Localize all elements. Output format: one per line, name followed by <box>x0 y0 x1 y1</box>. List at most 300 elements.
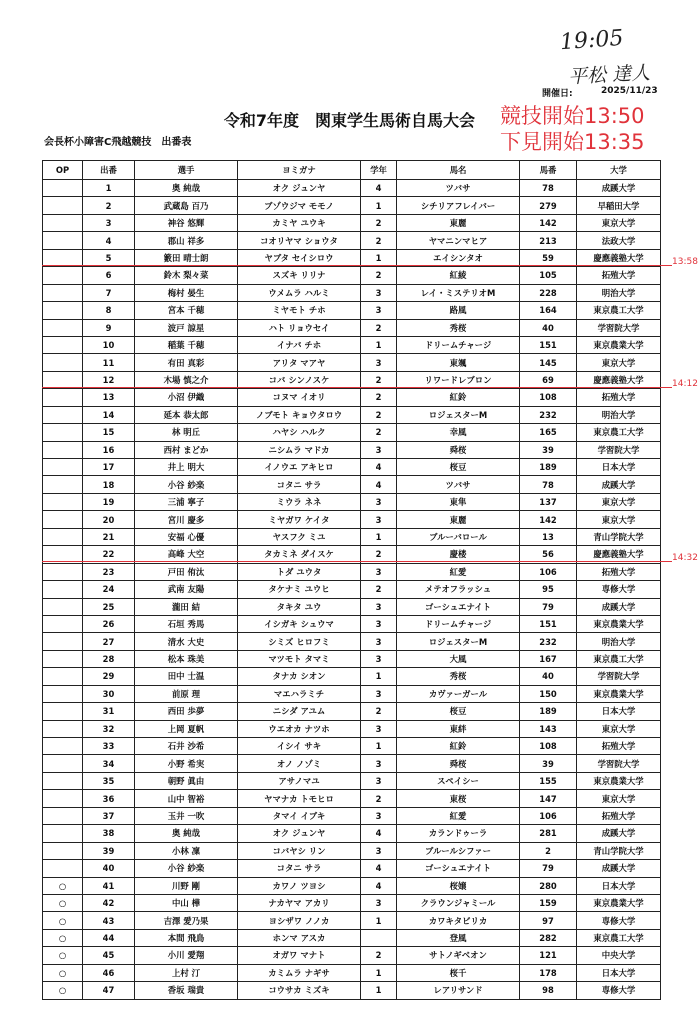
cell-university: 青山学院大学 <box>577 528 661 545</box>
cell-grade: 3 <box>361 441 397 458</box>
cell-rider: 有田 真彩 <box>135 354 238 371</box>
cell-reading: カミムラ ナギサ <box>238 964 361 981</box>
cell-rider: 小谷 紗楽 <box>135 860 238 877</box>
cell-grade: 3 <box>361 493 397 510</box>
cell-order: 26 <box>83 615 135 632</box>
cell-reading: ヤスフク ミユ <box>238 528 361 545</box>
cell-horse: レイ・ミステリオM <box>397 284 520 301</box>
cell-horse-number: 108 <box>520 738 577 755</box>
cell-university: 明治大学 <box>577 284 661 301</box>
cell-reading: ヤマナカ トモヒロ <box>238 790 361 807</box>
cell-op <box>43 528 83 545</box>
table-header-row <box>43 161 661 180</box>
cell-horse-number: 167 <box>520 650 577 667</box>
cell-reading: タマイ イブキ <box>238 807 361 824</box>
cell-horse-number: 69 <box>520 371 577 388</box>
cell-op <box>43 284 83 301</box>
cell-university: 東京農工大学 <box>577 424 661 441</box>
cell-horse: 東颯 <box>397 354 520 371</box>
cell-rider: 郡山 祥多 <box>135 232 238 249</box>
cell-horse: 東麗 <box>397 214 520 231</box>
cell-rider: 小林 凜 <box>135 842 238 859</box>
break-line <box>42 265 672 266</box>
cell-grade: 2 <box>361 267 397 284</box>
cell-horse: カランドゥーラ <box>397 825 520 842</box>
cell-reading: イナバ チホ <box>238 336 361 353</box>
cell-op <box>43 493 83 510</box>
cell-university: 青山学院大学 <box>577 842 661 859</box>
cell-order: 3 <box>83 214 135 231</box>
cell-university: 日本大学 <box>577 703 661 720</box>
table-row <box>43 720 661 737</box>
cell-order: 33 <box>83 738 135 755</box>
cell-reading: オノ ノゾミ <box>238 755 361 772</box>
cell-reading: タケナミ ユウヒ <box>238 581 361 598</box>
cell-grade: 3 <box>361 302 397 319</box>
cell-university: 東京農工大学 <box>577 302 661 319</box>
cell-order: 4 <box>83 232 135 249</box>
cell-reading: オク ジュンヤ <box>238 180 361 197</box>
cell-university: 専修大学 <box>577 912 661 929</box>
cell-university: 拓殖大学 <box>577 389 661 406</box>
cell-horse-number: 151 <box>520 615 577 632</box>
cell-horse-number: 165 <box>520 424 577 441</box>
cell-rider: 籔田 晴士朗 <box>135 249 238 266</box>
cell-university: 早稲田大学 <box>577 197 661 214</box>
cell-order: 28 <box>83 650 135 667</box>
cell-rider: 三浦 寧子 <box>135 493 238 510</box>
table-row <box>43 424 661 441</box>
cell-horse-number: 164 <box>520 302 577 319</box>
cell-rider: 小谷 紗楽 <box>135 476 238 493</box>
cell-horse: 慶楼 <box>397 546 520 563</box>
cell-university: 成蹊大学 <box>577 860 661 877</box>
cell-reading: タキタ ユウ <box>238 598 361 615</box>
break-line <box>42 387 672 388</box>
cell-op <box>43 354 83 371</box>
cell-op <box>43 441 83 458</box>
cell-university: 成蹊大学 <box>577 825 661 842</box>
cell-rider: 高峰 大空 <box>135 546 238 563</box>
cell-reading: カミヤ ユウキ <box>238 214 361 231</box>
cell-horse: カヴァーガール <box>397 685 520 702</box>
cell-order: 21 <box>83 528 135 545</box>
cell-horse: 大風 <box>397 650 520 667</box>
cell-op <box>43 860 83 877</box>
cell-rider: 上村 汀 <box>135 964 238 981</box>
cell-horse: 登風 <box>397 929 520 946</box>
cell-rider: 波戸 諒星 <box>135 319 238 336</box>
table-row <box>43 703 661 720</box>
subtitle: 会長杯小障害C飛越競技 出番表 <box>44 137 192 148</box>
cell-order: 32 <box>83 720 135 737</box>
cell-horse-number: 281 <box>520 825 577 842</box>
table-row <box>43 336 661 353</box>
cell-horse: クラウンジャミール <box>397 894 520 911</box>
cell-horse-number: 39 <box>520 441 577 458</box>
cell-op: ○ <box>43 964 83 981</box>
cell-order: 14 <box>83 406 135 423</box>
cell-op <box>43 563 83 580</box>
cell-rider: 鈴木 梨々菜 <box>135 267 238 284</box>
cell-rider: 本間 飛鳥 <box>135 929 238 946</box>
table-row <box>43 389 661 406</box>
cell-order: 30 <box>83 685 135 702</box>
table-row <box>43 511 661 528</box>
cell-grade: 3 <box>361 284 397 301</box>
cell-op <box>43 842 83 859</box>
cell-reading: ナカヤマ アカリ <box>238 894 361 911</box>
cell-horse: メテオフラッシュ <box>397 581 520 598</box>
cell-university: 中央大学 <box>577 947 661 964</box>
cell-horse-number: 106 <box>520 807 577 824</box>
cell-horse: 桜嬢 <box>397 877 520 894</box>
table-row <box>43 354 661 371</box>
cell-university: 東京大学 <box>577 214 661 231</box>
cell-op <box>43 476 83 493</box>
cell-horse-number: 78 <box>520 180 577 197</box>
table-row <box>43 772 661 789</box>
cell-reading: ニシダ アユム <box>238 703 361 720</box>
cell-horse-number: 232 <box>520 633 577 650</box>
cell-reading: ノブモト キョウタロウ <box>238 406 361 423</box>
cell-rider: 木場 慎之介 <box>135 371 238 388</box>
cell-order: 20 <box>83 511 135 528</box>
cell-op <box>43 581 83 598</box>
table-row <box>43 825 661 842</box>
cell-horse: ブルーバロール <box>397 528 520 545</box>
cell-horse: 桜豆 <box>397 703 520 720</box>
table-row <box>43 563 661 580</box>
cell-university: 慶應義塾大学 <box>577 546 661 563</box>
cell-order: 13 <box>83 389 135 406</box>
cell-rider: 宮川 慶多 <box>135 511 238 528</box>
cell-university: 学習院大学 <box>577 668 661 685</box>
cell-order: 6 <box>83 267 135 284</box>
cell-reading: シミズ ヒロフミ <box>238 633 361 650</box>
cell-op <box>43 459 83 476</box>
cell-grade: 3 <box>361 615 397 632</box>
cell-grade: 3 <box>361 563 397 580</box>
cell-horse: ヤマニンマヒア <box>397 232 520 249</box>
cell-op <box>43 615 83 632</box>
cell-reading: トダ ユウタ <box>238 563 361 580</box>
handwritten-time: 19:05 <box>559 25 625 56</box>
cell-grade: 2 <box>361 947 397 964</box>
table-row <box>43 232 661 249</box>
table-row <box>43 476 661 493</box>
cell-reading: タカミネ ダイスケ <box>238 546 361 563</box>
cell-order: 1 <box>83 180 135 197</box>
cell-reading: ニシムラ マドカ <box>238 441 361 458</box>
cell-order: 45 <box>83 947 135 964</box>
cell-reading: ヤブタ セイシロウ <box>238 249 361 266</box>
cell-op <box>43 720 83 737</box>
cell-rider: 石井 沙希 <box>135 738 238 755</box>
break-time: 14:12 <box>672 379 698 389</box>
cell-op: ○ <box>43 929 83 946</box>
cell-horse: ツバサ <box>397 476 520 493</box>
cell-horse-number: 155 <box>520 772 577 789</box>
table-row <box>43 267 661 284</box>
cell-op: ○ <box>43 947 83 964</box>
cell-horse-number: 232 <box>520 406 577 423</box>
cell-order: 44 <box>83 929 135 946</box>
table-row <box>43 284 661 301</box>
cell-rider: 稲葉 千穂 <box>135 336 238 353</box>
cell-horse: 秀桜 <box>397 668 520 685</box>
cell-horse-number: 59 <box>520 249 577 266</box>
cell-grade: 2 <box>361 371 397 388</box>
cell-order: 37 <box>83 807 135 824</box>
cell-rider: 小野 希実 <box>135 755 238 772</box>
cell-grade: 3 <box>361 511 397 528</box>
table-row <box>43 406 661 423</box>
cell-grade: 3 <box>361 650 397 667</box>
start-time-annotation: 競技開始13:50 <box>500 104 645 128</box>
cell-reading: コバヤシ リン <box>238 842 361 859</box>
table-row <box>43 441 661 458</box>
preview-time-annotation: 下見開始13:35 <box>500 130 645 154</box>
cell-rider: 川野 剛 <box>135 877 238 894</box>
cell-horse: 幸風 <box>397 424 520 441</box>
cell-grade: 1 <box>361 528 397 545</box>
cell-order: 34 <box>83 755 135 772</box>
table-row <box>43 319 661 336</box>
cell-rider: 林 明丘 <box>135 424 238 441</box>
cell-rider: 奥 純哉 <box>135 825 238 842</box>
cell-grade: 2 <box>361 214 397 231</box>
table-row <box>43 581 661 598</box>
cell-university: 成蹊大学 <box>577 180 661 197</box>
cell-order: 11 <box>83 354 135 371</box>
cell-reading: スズキ リリナ <box>238 267 361 284</box>
cell-university: 慶應義塾大学 <box>577 371 661 388</box>
cell-op <box>43 650 83 667</box>
cell-horse-number: 145 <box>520 354 577 371</box>
cell-op: ○ <box>43 894 83 911</box>
table-row <box>43 982 661 999</box>
cell-reading: アリタ マアヤ <box>238 354 361 371</box>
cell-grade: 2 <box>361 703 397 720</box>
cell-op <box>43 772 83 789</box>
cell-op <box>43 790 83 807</box>
cell-horse: ブルールシファー <box>397 842 520 859</box>
cell-horse-number: 105 <box>520 267 577 284</box>
cell-reading: コヌマ イオリ <box>238 389 361 406</box>
cell-rider: 石垣 秀馬 <box>135 615 238 632</box>
cell-order: 27 <box>83 633 135 650</box>
cell-university: 学習院大学 <box>577 755 661 772</box>
table-row <box>43 860 661 877</box>
cell-university: 東京農工大学 <box>577 929 661 946</box>
table-row <box>43 668 661 685</box>
table-row <box>43 964 661 981</box>
cell-grade <box>361 929 397 946</box>
cell-order: 19 <box>83 493 135 510</box>
cell-reading: ヨシザワ ノノカ <box>238 912 361 929</box>
cell-horse: ドリームチャージ <box>397 615 520 632</box>
cell-university: 日本大学 <box>577 877 661 894</box>
table-row <box>43 459 661 476</box>
cell-rider: 神谷 悠輝 <box>135 214 238 231</box>
cell-op <box>43 319 83 336</box>
table-row <box>43 912 661 929</box>
cell-horse: ゴーシュエナイト <box>397 598 520 615</box>
cell-order: 36 <box>83 790 135 807</box>
cell-op <box>43 668 83 685</box>
table-row <box>43 894 661 911</box>
cell-horse-number: 106 <box>520 563 577 580</box>
cell-grade: 3 <box>361 598 397 615</box>
table-row <box>43 842 661 859</box>
header-horse-number: 馬番 <box>520 161 577 180</box>
cell-horse: ツバサ <box>397 180 520 197</box>
cell-rider: 香坂 瑞貴 <box>135 982 238 999</box>
cell-grade: 4 <box>361 459 397 476</box>
cell-horse: 舜桜 <box>397 441 520 458</box>
cell-reading: オク ジュンヤ <box>238 825 361 842</box>
cell-horse-number: 108 <box>520 389 577 406</box>
cell-rider: 上岡 夏帆 <box>135 720 238 737</box>
cell-horse-number: 159 <box>520 894 577 911</box>
cell-reading: ハヤシ ハルク <box>238 424 361 441</box>
cell-grade: 3 <box>361 772 397 789</box>
cell-horse: カワキタビリカ <box>397 912 520 929</box>
table-row <box>43 947 661 964</box>
table-row <box>43 738 661 755</box>
cell-order: 43 <box>83 912 135 929</box>
cell-order: 29 <box>83 668 135 685</box>
cell-horse-number: 178 <box>520 964 577 981</box>
cell-university: 東京大学 <box>577 790 661 807</box>
cell-horse-number: 142 <box>520 511 577 528</box>
cell-grade: 3 <box>361 633 397 650</box>
cell-order: 18 <box>83 476 135 493</box>
cell-reading: ミヤガワ ケイタ <box>238 511 361 528</box>
cell-grade: 3 <box>361 685 397 702</box>
cell-university: 東京農工大学 <box>577 650 661 667</box>
cell-horse-number: 142 <box>520 214 577 231</box>
cell-op: ○ <box>43 982 83 999</box>
cell-horse-number: 228 <box>520 284 577 301</box>
cell-horse-number: 78 <box>520 476 577 493</box>
cell-rider: 小沼 伊織 <box>135 389 238 406</box>
cell-horse-number: 40 <box>520 668 577 685</box>
cell-rider: 奥 純哉 <box>135 180 238 197</box>
cell-order: 22 <box>83 546 135 563</box>
table-row <box>43 650 661 667</box>
cell-horse: レアリサンド <box>397 982 520 999</box>
cell-horse: ロジェスターM <box>397 406 520 423</box>
cell-reading: コオリヤマ ショウタ <box>238 232 361 249</box>
table-row <box>43 807 661 824</box>
cell-order: 46 <box>83 964 135 981</box>
cell-op <box>43 197 83 214</box>
header-rider: 選手 <box>135 161 238 180</box>
table-row <box>43 685 661 702</box>
cell-university: 東京農業大学 <box>577 772 661 789</box>
table-row <box>43 214 661 231</box>
cell-horse: 東絆 <box>397 720 520 737</box>
cell-reading: コバ シンノスケ <box>238 371 361 388</box>
cell-rider: 武南 友陽 <box>135 581 238 598</box>
cell-reading: ミヤモト チホ <box>238 302 361 319</box>
cell-order: 12 <box>83 371 135 388</box>
table-row <box>43 302 661 319</box>
cell-op <box>43 703 83 720</box>
cell-horse-number: 279 <box>520 197 577 214</box>
cell-university: 東京農業大学 <box>577 685 661 702</box>
cell-grade: 1 <box>361 249 397 266</box>
cell-horse-number: 280 <box>520 877 577 894</box>
cell-horse-number: 121 <box>520 947 577 964</box>
cell-grade: 4 <box>361 476 397 493</box>
cell-grade: 2 <box>361 319 397 336</box>
cell-horse-number: 56 <box>520 546 577 563</box>
cell-order: 38 <box>83 825 135 842</box>
cell-op <box>43 424 83 441</box>
cell-reading: マエハラミチ <box>238 685 361 702</box>
cell-rider: 西田 歩夢 <box>135 703 238 720</box>
cell-university: 拓殖大学 <box>577 563 661 580</box>
cell-grade: 2 <box>361 406 397 423</box>
cell-university: 日本大学 <box>577 459 661 476</box>
break-time: 13:58 <box>672 257 698 267</box>
cell-horse: 路風 <box>397 302 520 319</box>
cell-grade: 2 <box>361 389 397 406</box>
cell-university: 慶應義塾大学 <box>577 249 661 266</box>
event-date: 2025/11/23 <box>601 86 658 96</box>
cell-op: ○ <box>43 877 83 894</box>
cell-horse: ドリームチャージ <box>397 336 520 353</box>
cell-horse-number: 151 <box>520 336 577 353</box>
cell-rider: 武蔵島 百乃 <box>135 197 238 214</box>
cell-rider: 前原 理 <box>135 685 238 702</box>
cell-university: 東京農業大学 <box>577 336 661 353</box>
cell-order: 16 <box>83 441 135 458</box>
cell-rider: 瀧田 結 <box>135 598 238 615</box>
header-horse: 馬名 <box>397 161 520 180</box>
cell-order: 17 <box>83 459 135 476</box>
cell-rider: 戸田 侑汰 <box>135 563 238 580</box>
cell-order: 35 <box>83 772 135 789</box>
cell-rider: 田中 士温 <box>135 668 238 685</box>
break-time: 14:32 <box>672 553 698 563</box>
cell-university: 学習院大学 <box>577 319 661 336</box>
table-row <box>43 493 661 510</box>
cell-order: 7 <box>83 284 135 301</box>
cell-horse: 東隼 <box>397 493 520 510</box>
cell-order: 25 <box>83 598 135 615</box>
page-title: 令和7年度 関東学生馬術自馬大会 <box>223 111 476 130</box>
cell-horse: ゴーシュエナイト <box>397 860 520 877</box>
cell-reading: ホンマ アスカ <box>238 929 361 946</box>
cell-grade: 2 <box>361 790 397 807</box>
cell-op <box>43 302 83 319</box>
cell-grade: 2 <box>361 546 397 563</box>
cell-op <box>43 180 83 197</box>
cell-grade: 1 <box>361 668 397 685</box>
cell-university: 明治大学 <box>577 406 661 423</box>
cell-horse: 桜豆 <box>397 459 520 476</box>
table-row <box>43 633 661 650</box>
cell-order: 39 <box>83 842 135 859</box>
header-grade: 学年 <box>361 161 397 180</box>
header-reading: ヨミガナ <box>238 161 361 180</box>
cell-reading: ウメムラ ハルミ <box>238 284 361 301</box>
cell-reading: カワノ ツヨシ <box>238 877 361 894</box>
